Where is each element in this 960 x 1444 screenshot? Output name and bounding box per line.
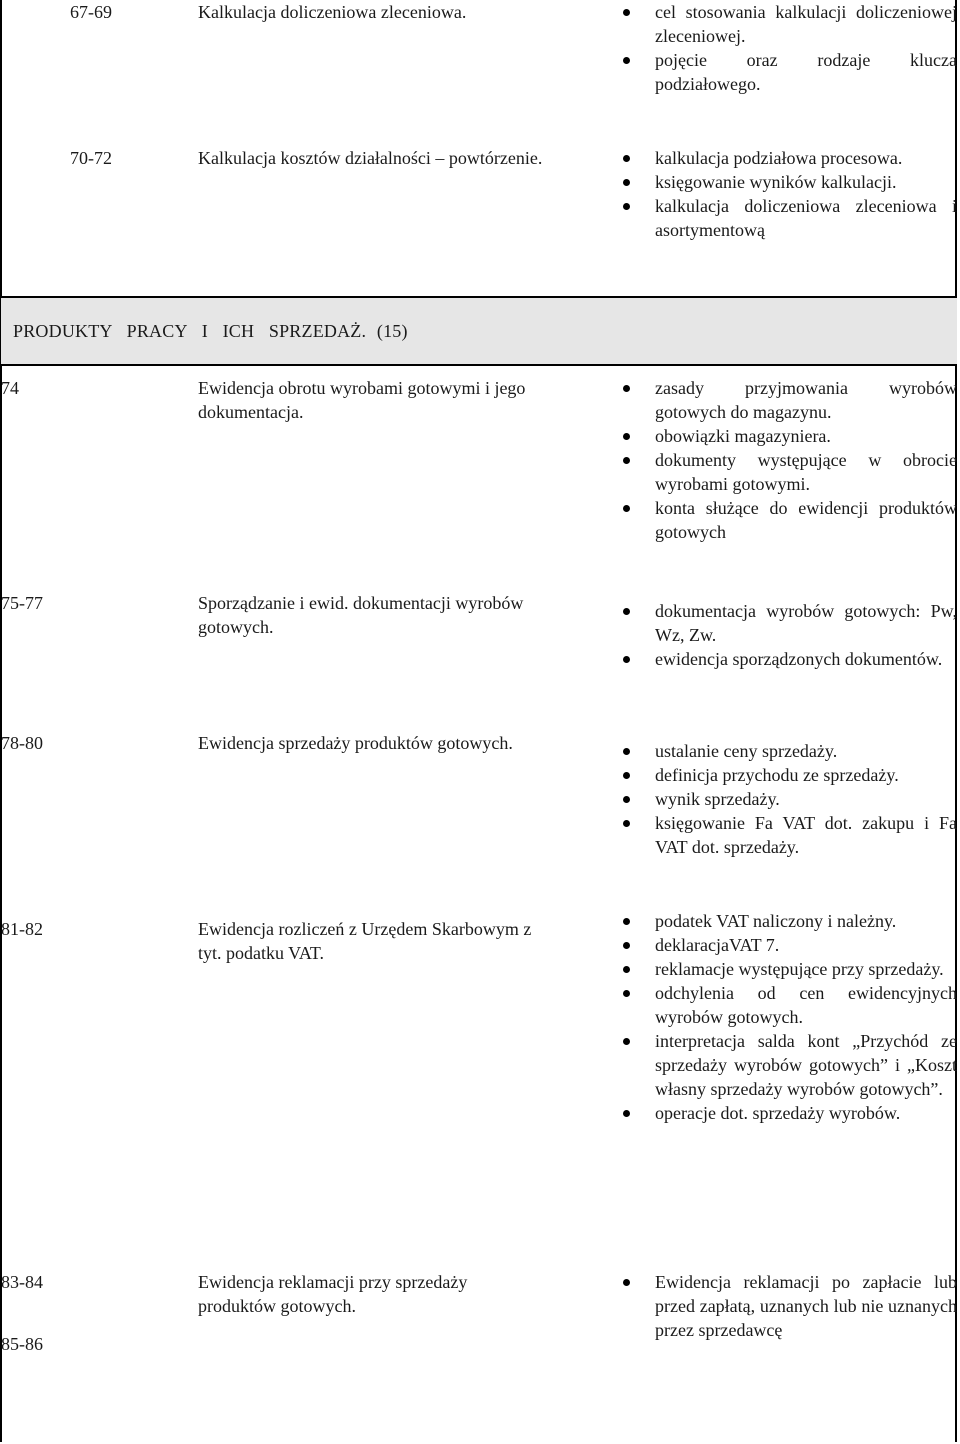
- table-row: [1, 142, 957, 297]
- topic-text: Kalkulacja kosztów działalności – powtórzenie.: [198, 148, 543, 168]
- topic-text: Ewidencja sprzedaży produktów gotowych.: [198, 733, 513, 753]
- bullet-icon: [623, 748, 630, 755]
- lesson-number-text: 75-77: [1, 593, 43, 613]
- topic-text: Ewidencja obrotu wyrobami gotowymi i jego dokumentacja.: [198, 378, 526, 422]
- topic-cell: [187, 585, 615, 725]
- table-row: [1, 905, 957, 1258]
- bullet-icon: [623, 796, 630, 803]
- bullet-icon: [623, 1110, 630, 1117]
- syllabus-table: [1, 0, 957, 1444]
- notes-list: [615, 376, 957, 544]
- notes-list: [615, 599, 957, 671]
- lesson-number: [1, 0, 187, 142]
- bullet-icon: [623, 918, 630, 925]
- bullet-icon: [623, 57, 630, 64]
- list-item: operacje dot. sprzedaży wyrobów.: [615, 1101, 957, 1125]
- bullet-icon: [623, 433, 630, 440]
- list-item: Ewidencja reklamacji po zapłacie lub przed zapłatą, uznanych lub nie uznanych przez sprzedawcę: [615, 1270, 957, 1342]
- notes-list: [615, 146, 957, 242]
- bullet-icon: [623, 656, 630, 663]
- bullet-icon: [623, 505, 630, 512]
- topic-cell: [187, 0, 615, 142]
- list-item: podatek VAT naliczony i należny.: [615, 909, 957, 933]
- list-item: cel stosowania kalkulacji doliczeniowej zleceniowej.: [615, 0, 957, 48]
- notes-cell: [615, 142, 957, 297]
- notes-list: [615, 1270, 957, 1342]
- lesson-number: [1, 365, 187, 585]
- bullet-icon: [623, 9, 630, 16]
- section-header: [1, 297, 957, 365]
- list-item: kalkulacja doliczeniowa zleceniowa i asortymentową: [615, 194, 957, 242]
- topic-cell: [187, 725, 615, 905]
- bullet-icon: [623, 457, 630, 464]
- list-item: kalkulacja podziałowa procesowa.: [615, 146, 957, 170]
- bullet-icon: [623, 942, 630, 949]
- list-item: konta służące do ewidencji produktów gotowych: [615, 496, 957, 544]
- notes-cell: [615, 365, 957, 585]
- lesson-number: [1, 142, 187, 297]
- topic-text: Sporządzanie i ewid. dokumentacji wyrobów gotowych.: [198, 593, 524, 637]
- list-item: deklaracjaVAT 7.: [615, 933, 957, 957]
- topic-text: Ewidencja reklamacji przy sprzedaży produktów gotowych.: [198, 1272, 468, 1316]
- lesson-number: [1, 585, 187, 725]
- bullet-icon: [623, 203, 630, 210]
- lesson-number-text: 67-69: [70, 2, 112, 22]
- lesson-number-text: 83-84: [1, 1272, 43, 1292]
- bullet-icon: [623, 772, 630, 779]
- list-item: ewidencja sporządzonych dokumentów.: [615, 647, 957, 671]
- list-item: odchylenia od cen ewidencyjnych wyrobów gotowych.: [615, 981, 957, 1029]
- topic-text: Kalkulacja doliczeniowa zleceniowa.: [198, 2, 467, 22]
- notes-cell: [615, 905, 957, 1258]
- section-hours: (15): [376, 321, 408, 341]
- topic-cell: [187, 365, 615, 585]
- notes-list: [615, 0, 957, 96]
- topic-cell: [187, 1258, 615, 1444]
- list-item: księgowanie Fa VAT dot. zakupu i Fa VAT dot. sprzedaży.: [615, 811, 957, 859]
- section-header-row: [1, 297, 957, 365]
- list-item: wynik sprzedaży.: [615, 787, 957, 811]
- bullet-icon: [623, 966, 630, 973]
- notes-cell: [615, 725, 957, 905]
- table-row: [1, 725, 957, 905]
- list-item: księgowanie wyników kalkulacji.: [615, 170, 957, 194]
- list-item: pojęcie oraz rodzaje klucza podziałowego.: [615, 48, 957, 96]
- list-item: dokumentacja wyrobów gotowych: Pw, Wz, Zw.: [615, 599, 957, 647]
- table-row: [1, 1258, 957, 1444]
- bullet-icon: [623, 990, 630, 997]
- table-row: [1, 365, 957, 585]
- section-title: PRODUKTY PRACY I ICH SPRZEDAŻ.: [13, 321, 367, 341]
- notes-cell: [615, 0, 957, 142]
- table-row: [1, 585, 957, 725]
- lesson-number-text: 81-82: [1, 919, 43, 939]
- notes-cell: [615, 1258, 957, 1444]
- bullet-icon: [623, 1038, 630, 1045]
- topic-cell: [187, 142, 615, 297]
- topic-cell: [187, 905, 615, 1258]
- notes-list: [615, 739, 957, 859]
- topic-text: Ewidencja rozliczeń z Urzędem Skarbowym z tyt. podatku VAT.: [198, 919, 532, 963]
- list-item: interpretacja salda kont „Przychód ze sprzedaży wyrobów gotowych” i „Koszt własny sprzedaży wyrobów gotowych”.: [615, 1029, 957, 1101]
- bullet-icon: [623, 179, 630, 186]
- bullet-icon: [623, 820, 630, 827]
- notes-cell: [615, 585, 957, 725]
- lesson-number: [1, 905, 187, 1258]
- lesson-number: [1, 725, 187, 905]
- list-item: definicja przychodu ze sprzedaży.: [615, 763, 957, 787]
- lesson-number-text: 70-72: [70, 148, 112, 168]
- bullet-icon: [623, 155, 630, 162]
- list-item: obowiązki magazyniera.: [615, 424, 957, 448]
- list-item: zasady przyjmowania wyrobów gotowych do magazynu.: [615, 376, 957, 424]
- bullet-icon: [623, 608, 630, 615]
- notes-list: [615, 909, 957, 1125]
- list-item: dokumenty występujące w obrocie wyrobami gotowymi.: [615, 448, 957, 496]
- bullet-icon: [623, 385, 630, 392]
- lesson-number-text: 85-86: [1, 1334, 43, 1354]
- list-item: ustalanie ceny sprzedaży.: [615, 739, 957, 763]
- lesson-number-text: 78-80: [1, 733, 43, 753]
- list-item: reklamacje występujące przy sprzedaży.: [615, 957, 957, 981]
- lesson-number-text: 74: [1, 378, 19, 398]
- lesson-number: [1, 1258, 187, 1444]
- bullet-icon: [623, 1279, 630, 1286]
- table-row: [1, 0, 957, 142]
